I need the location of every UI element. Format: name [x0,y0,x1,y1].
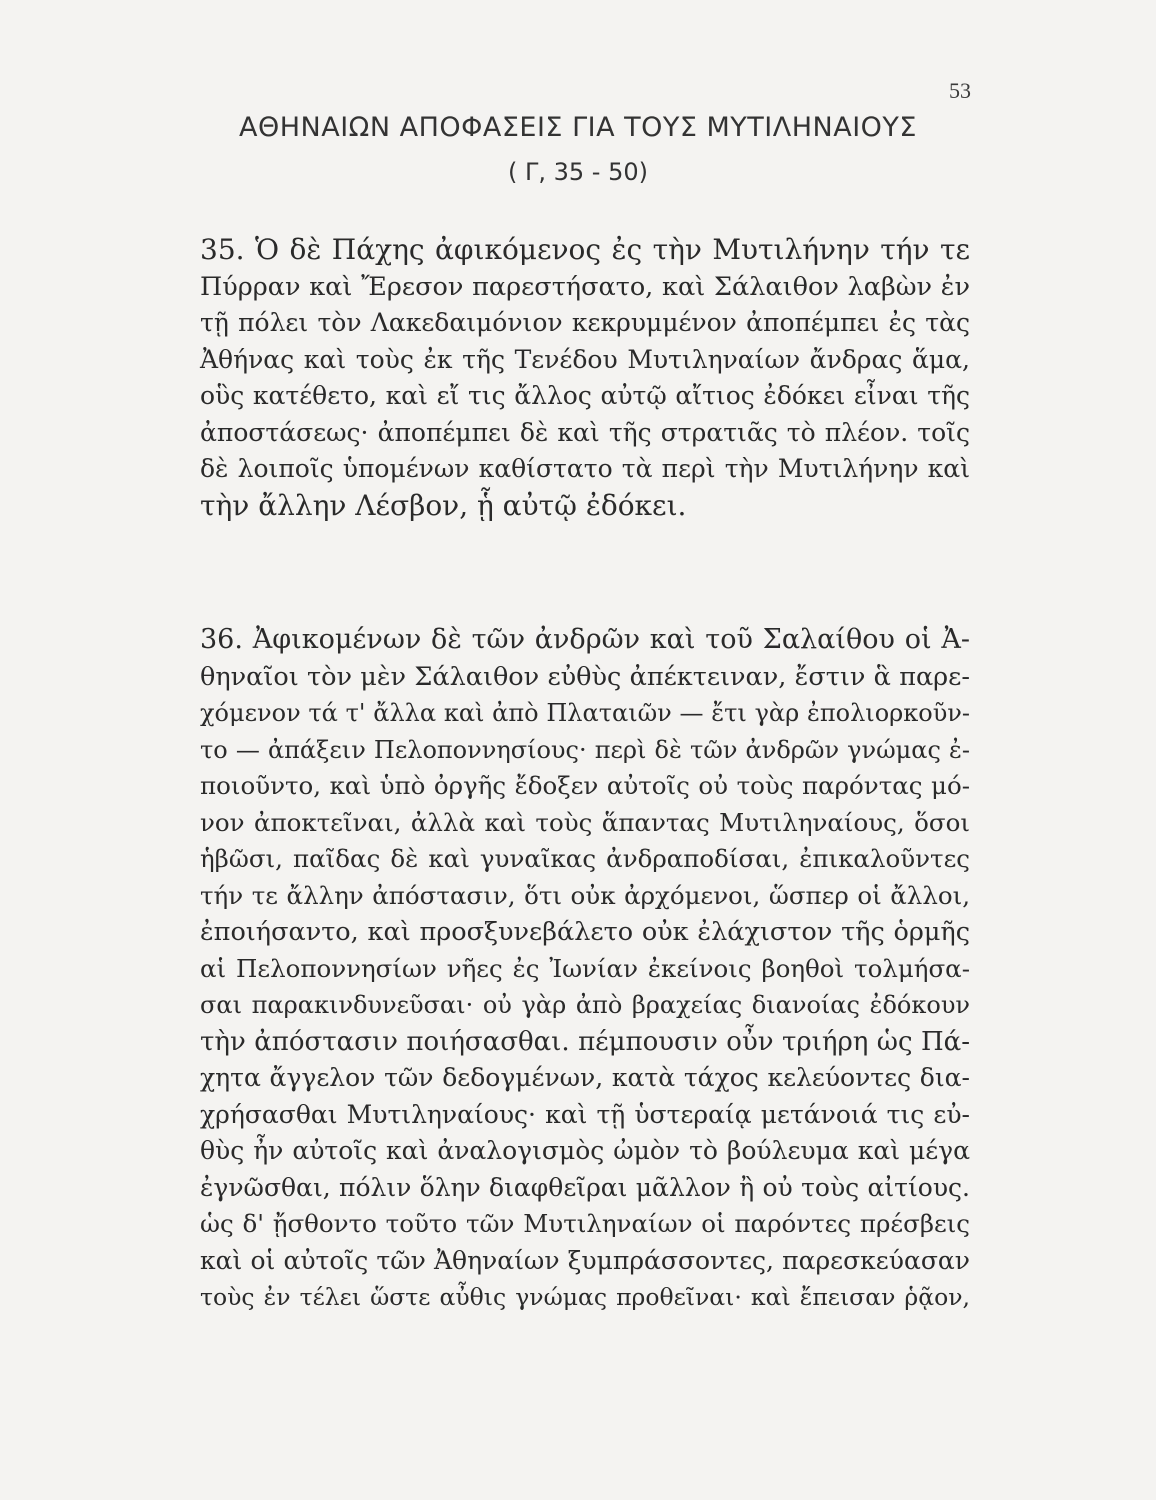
text-line: το — ἀπάξειν Πελοποννησίους· περὶ δὲ τῶν ἀνδρῶν γνώμας ἐ- [200,735,970,764]
page-number: 53 [949,78,971,103]
text-line: οὓς κατέθετο, καὶ εἴ τις ἄλλος αὐτῷ αἴτιος ἐδόκει εἶναι τῆς [200,381,970,410]
paragraph-35 [200,232,970,524]
page-subtitle: ( Γ, 35 - 50) [508,158,648,186]
text-line: τὴν ἀπόστασιν ποιήσασθαι. πέμπουσιν οὖν τριήρη ὡς Πά- [200,1026,970,1057]
text-line: αἱ Πελοποννησίων νῆες ἐς Ἰωνίαν ἐκείνοις βοηθοὶ τολμήσα- [200,953,970,983]
text-line: 36. Ἀφικομένων δὲ τῶν ἀνδρῶν καὶ τοῦ Σαλαίθου οἱ Ἀ- [200,624,970,655]
text-line: ὡς δ' ᾔσθοντο τοῦτο τῶν Μυτιληναίων οἱ παρόντες πρέσβεις [200,1209,970,1238]
text-line: ἐποιήσαντο, καὶ προσξυνεβάλετο οὐκ ἐλάχιστον τῆς ὁρμῆς [200,917,970,947]
text-line: 35. Ὁ δὲ Πάχης ἀφικόμενος ἐς τὴν Μυτιλήνην τήν τε [200,233,970,266]
text-line: τῇ πόλει τὸν Λακεδαιμόνιον κεκρυμμένον ἀποπέμπει ἐς τὰς [200,308,970,337]
paragraph-36 [200,622,970,1316]
text-line: ἐγνῶσθαι, πόλιν ὅλην διαφθεῖραι μᾶλλον ἢ οὐ τοὺς αἰτίους. [200,1172,970,1202]
text-line: χρήσασθαι Μυτιληναίους· καὶ τῇ ὑστεραίᾳ μετάνοιά τις εὐ- [200,1099,970,1129]
text-line: νον ἀποκτεῖναι, ἀλλὰ καὶ τοὺς ἅπαντας Μυτιληναίους, ὅσοι [200,807,970,837]
text-line: καὶ οἱ αὐτοῖς τῶν Ἀθηναίων ξυμπράσσοντες, παρεσκεύασαν [200,1245,970,1275]
text-line: σαι παρακινδυνεῦσαι· οὐ γὰρ ἀπὸ βραχείας διανοίας ἐδόκουν [200,991,970,1019]
text-line: τὴν ἄλλην Λέσβον, ᾗ αὐτῷ ἐδόκει. [200,488,687,522]
text-line: θὺς ἦν αὐτοῖς καὶ ἀναλογισμὸς ὠμὸν τὸ βούλευμα καὶ μέγα [200,1136,970,1165]
text-line: ἀποστάσεως· ἀποπέμπει δὲ καὶ τῆς στρατιᾶς τὸ πλέον. τοῖς [200,417,970,447]
text-line: τήν τε ἄλλην ἀπόστασιν, ὅτι οὐκ ἀρχόμενοι, ὥσπερ οἱ ἄλλοι, [200,880,970,910]
text-line: χόμενον τά τ' ἄλλα καὶ ἀπὸ Πλαταιῶν — ἔτι γὰρ ἐπολιορκοῦν- [200,699,970,727]
text-line: τοὺς ἐν τέλει ὥστε αὖθις γνώμας προθεῖναι· καὶ ἔπεισαν ῥᾷον, [200,1283,970,1311]
page-title: ΑΘΗΝΑΙΩΝ ΑΠΟΦΑΣΕΙΣ ΓΙΑ ΤΟΥΣ ΜΥΤΙΛΗΝΑΙΟΥΣ [239,112,917,143]
text-line: Πύρραν καὶ Ἔρεσον παρεστήσατο, καὶ Σάλαιθον λαβὼν ἐν [200,271,970,302]
text-line: ἡβῶσι, παῖδας δὲ καὶ γυναῖκας ἀνδραποδίσαι, ἐπικαλοῦντες [200,844,970,873]
text-line: χητα ἄγγελον τῶν δεδογμένων, κατὰ τάχος κελεύοντες δια- [200,1063,970,1092]
text-line: ποιοῦντο, καὶ ὑπὸ ὀργῆς ἔδοξεν αὐτοῖς οὐ τοὺς παρόντας μό- [200,771,970,800]
text-line: δὲ λοιποῖς ὑπομένων καθίστατο τὰ περὶ τὴν Μυτιλήνην καὶ [200,454,970,483]
text-line: Ἀθήνας καὶ τοὺς ἐκ τῆς Τενέδου Μυτιληναίων ἄνδρας ἅμα, [200,344,970,374]
text-line: θηναῖοι τὸν μὲν Σάλαιθον εὐθὺς ἀπέκτειναν, ἔστιν ἃ παρε- [200,661,970,692]
